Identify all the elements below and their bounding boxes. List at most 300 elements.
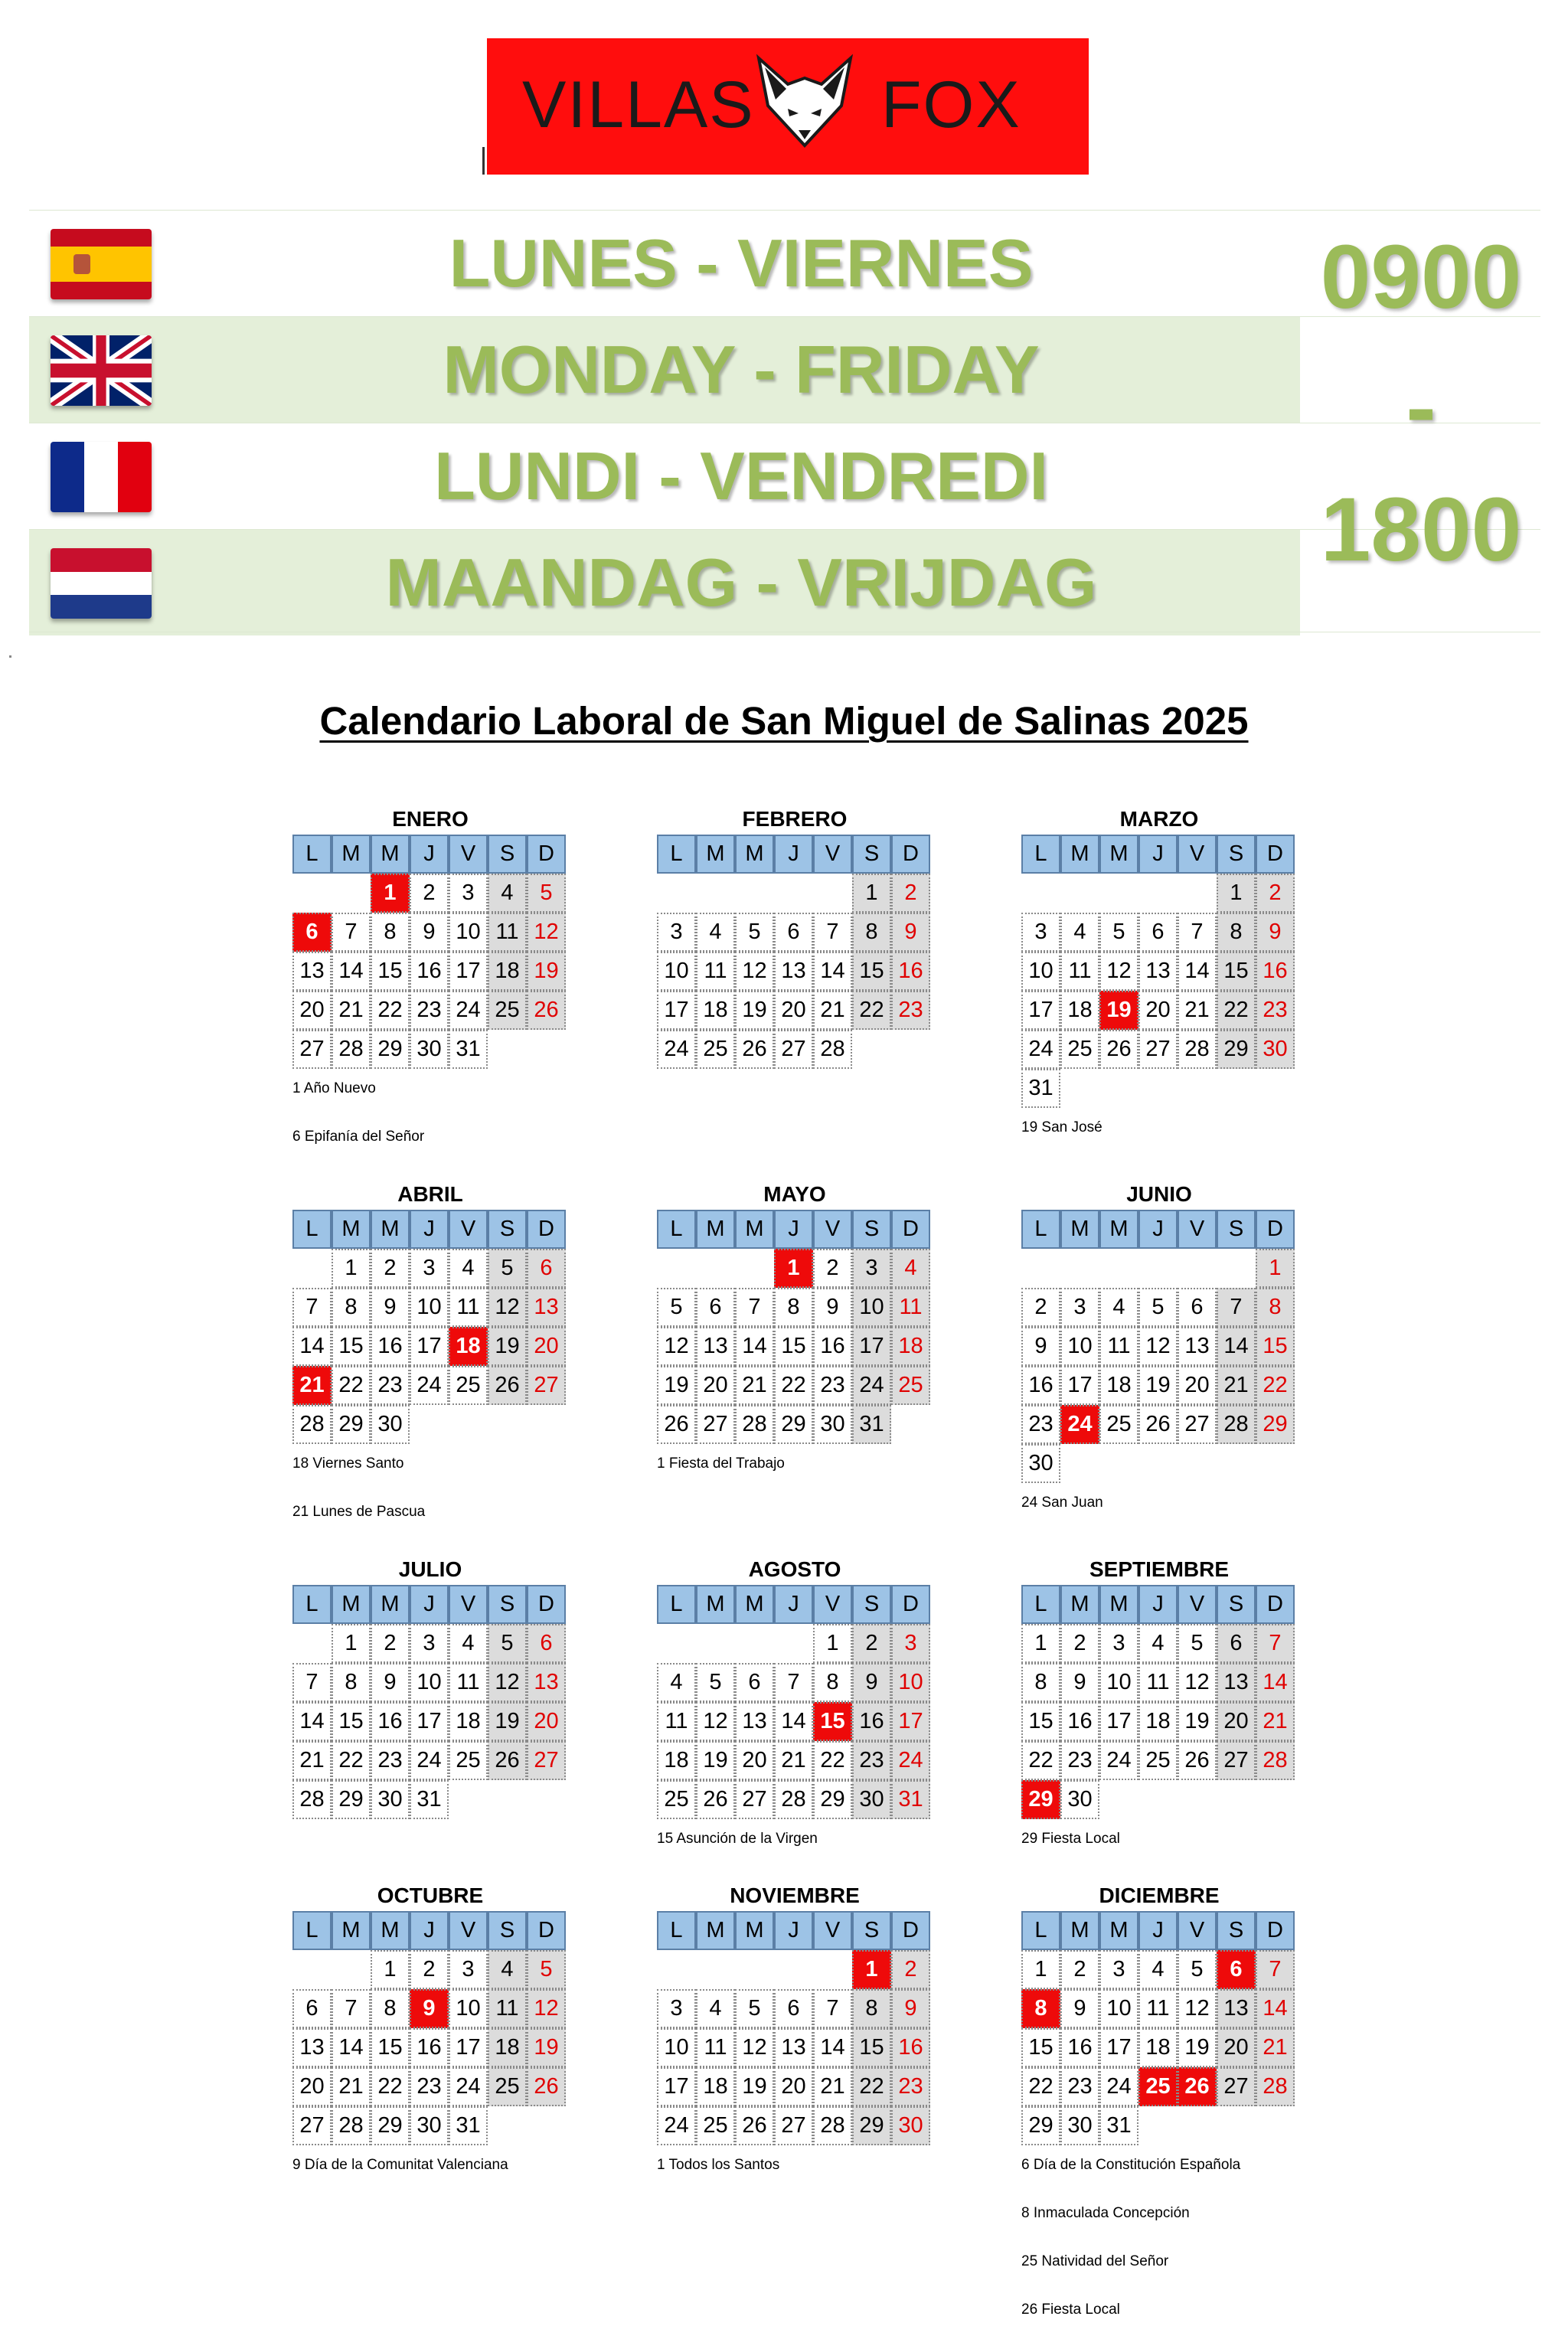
month-grid bbox=[657, 835, 933, 1069]
day-cell: 2 bbox=[1021, 1288, 1060, 1327]
day-cell: 1 bbox=[1256, 1249, 1295, 1288]
month-enero bbox=[292, 804, 568, 1176]
holiday-note: 1 Todos los Santos bbox=[657, 2157, 780, 2173]
holiday-day-cell: 8 bbox=[1021, 1989, 1060, 2028]
empty-cell bbox=[1178, 1249, 1217, 1288]
day-cell: 25 bbox=[891, 1366, 930, 1405]
day-cell: 12 bbox=[696, 1702, 735, 1741]
day-cell: 17 bbox=[449, 952, 488, 991]
weekday-header: D bbox=[527, 1210, 566, 1249]
text-cursor-mark bbox=[482, 147, 485, 175]
day-cell: 7 bbox=[292, 1288, 332, 1327]
weekday-header: J bbox=[410, 835, 449, 874]
day-cell: 21 bbox=[332, 2067, 371, 2106]
empty-cell bbox=[1021, 1249, 1060, 1288]
empty-cell bbox=[774, 1950, 813, 1989]
day-cell: 29 bbox=[1256, 1405, 1295, 1444]
closing-time: 1800 bbox=[1320, 479, 1522, 580]
day-cell: 4 bbox=[1138, 1624, 1178, 1663]
weekday-header: S bbox=[852, 835, 891, 874]
day-cell: 10 bbox=[449, 1989, 488, 2028]
day-cell: 31 bbox=[449, 2106, 488, 2145]
weekday-header: D bbox=[891, 1911, 930, 1950]
day-cell: 31 bbox=[449, 1030, 488, 1069]
empty-cell bbox=[1099, 1249, 1138, 1288]
day-cell: 27 bbox=[527, 1741, 566, 1780]
day-cell: 18 bbox=[696, 991, 735, 1030]
day-cell: 4 bbox=[488, 1950, 527, 1989]
day-cell: 16 bbox=[891, 2028, 930, 2067]
weekday-header: S bbox=[488, 1210, 527, 1249]
month-name: JUNIO bbox=[1126, 1182, 1192, 1206]
opening-time: 0900 bbox=[1320, 227, 1522, 328]
day-cell: 24 bbox=[657, 2106, 696, 2145]
day-cell: 2 bbox=[891, 1950, 930, 1989]
day-cell: 2 bbox=[1060, 1950, 1099, 1989]
day-cell: 26 bbox=[696, 1780, 735, 1819]
day-cell: 23 bbox=[371, 1741, 410, 1780]
day-cell: 14 bbox=[1256, 1663, 1295, 1702]
weekday-header: S bbox=[488, 1585, 527, 1624]
day-cell: 5 bbox=[488, 1249, 527, 1288]
day-cell: 11 bbox=[449, 1663, 488, 1702]
day-cell: 2 bbox=[371, 1624, 410, 1663]
day-cell: 25 bbox=[1099, 1405, 1138, 1444]
day-cell: 11 bbox=[1138, 1989, 1178, 2028]
day-cell: 9 bbox=[1256, 913, 1295, 952]
day-cell: 18 bbox=[891, 1327, 930, 1366]
empty-cell bbox=[657, 1950, 696, 1989]
day-cell: 16 bbox=[1060, 2028, 1099, 2067]
day-cell: 28 bbox=[1256, 2067, 1295, 2106]
month-agosto bbox=[657, 1554, 933, 1878]
holiday-note: 24 San Juan bbox=[1021, 1495, 1103, 1511]
day-cell: 26 bbox=[488, 1366, 527, 1405]
day-cell: 13 bbox=[1217, 1663, 1256, 1702]
day-cell: 3 bbox=[449, 874, 488, 913]
day-cell: 15 bbox=[371, 2028, 410, 2067]
day-cell: 23 bbox=[371, 1366, 410, 1405]
holiday-note: 1 Fiesta del Trabajo bbox=[657, 1455, 785, 1472]
day-cell: 8 bbox=[371, 1989, 410, 2028]
weekday-header: D bbox=[1256, 1585, 1295, 1624]
day-cell: 18 bbox=[657, 1741, 696, 1780]
day-cell: 1 bbox=[371, 1950, 410, 1989]
day-cell: 22 bbox=[852, 991, 891, 1030]
holiday-note: 15 Asunción de la Virgen bbox=[657, 1831, 818, 1847]
day-cell: 19 bbox=[1138, 1366, 1178, 1405]
weekday-header: M bbox=[1099, 835, 1138, 874]
day-cell: 9 bbox=[371, 1288, 410, 1327]
holiday-notes bbox=[1021, 1119, 1297, 1167]
day-cell: 20 bbox=[292, 2067, 332, 2106]
day-cell: 19 bbox=[527, 952, 566, 991]
day-cell: 5 bbox=[657, 1288, 696, 1327]
day-cell: 21 bbox=[813, 2067, 852, 2106]
day-cell: 14 bbox=[292, 1702, 332, 1741]
day-cell: 15 bbox=[852, 952, 891, 991]
day-cell: 29 bbox=[332, 1780, 371, 1819]
day-cell: 22 bbox=[852, 2067, 891, 2106]
day-cell: 10 bbox=[1060, 1327, 1099, 1366]
day-cell: 7 bbox=[292, 1663, 332, 1702]
month-grid bbox=[292, 1585, 568, 1819]
weekday-header: L bbox=[1021, 1911, 1060, 1950]
day-cell: 15 bbox=[1021, 1702, 1060, 1741]
weekday-header: M bbox=[1099, 1585, 1138, 1624]
day-cell: 20 bbox=[696, 1366, 735, 1405]
day-cell: 28 bbox=[1256, 1741, 1295, 1780]
month-name: JULIO bbox=[398, 1557, 462, 1581]
weekday-header: S bbox=[1217, 1210, 1256, 1249]
weekday-header: V bbox=[813, 1585, 852, 1624]
day-cell: 2 bbox=[1256, 874, 1295, 913]
holiday-notes bbox=[1021, 1830, 1297, 1878]
day-cell: 17 bbox=[1099, 1702, 1138, 1741]
weekday-header: M bbox=[1060, 835, 1099, 874]
weekday-header: V bbox=[449, 1911, 488, 1950]
day-cell: 10 bbox=[410, 1288, 449, 1327]
day-cell: 20 bbox=[1138, 991, 1178, 1030]
weekday-header: M bbox=[696, 1911, 735, 1950]
day-cell: 8 bbox=[813, 1663, 852, 1702]
day-cell: 25 bbox=[488, 991, 527, 1030]
day-cell: 20 bbox=[774, 991, 813, 1030]
weekday-header: S bbox=[852, 1210, 891, 1249]
day-cell: 11 bbox=[891, 1288, 930, 1327]
day-cell: 21 bbox=[1178, 991, 1217, 1030]
weekday-header: J bbox=[774, 835, 813, 874]
days-es: LUNES - VIERNES bbox=[449, 225, 1034, 301]
day-cell: 30 bbox=[1060, 1780, 1099, 1819]
weekday-header: S bbox=[1217, 835, 1256, 874]
weekday-header: J bbox=[410, 1585, 449, 1624]
day-cell: 29 bbox=[774, 1405, 813, 1444]
day-cell: 30 bbox=[410, 1030, 449, 1069]
day-cell: 26 bbox=[488, 1741, 527, 1780]
empty-cell bbox=[1021, 874, 1060, 913]
day-cell: 10 bbox=[449, 913, 488, 952]
day-cell: 16 bbox=[813, 1327, 852, 1366]
weekday-header: L bbox=[657, 835, 696, 874]
day-cell: 19 bbox=[1178, 1702, 1217, 1741]
day-cell: 17 bbox=[657, 991, 696, 1030]
month-name: MAYO bbox=[763, 1182, 826, 1206]
weekday-header: L bbox=[657, 1911, 696, 1950]
empty-cell bbox=[1138, 874, 1178, 913]
weekday-header: M bbox=[1099, 1210, 1138, 1249]
day-cell: 15 bbox=[332, 1327, 371, 1366]
weekday-header: L bbox=[292, 835, 332, 874]
day-cell: 3 bbox=[1099, 1950, 1138, 1989]
day-cell: 7 bbox=[1178, 913, 1217, 952]
empty-cell bbox=[696, 874, 735, 913]
day-cell: 9 bbox=[1060, 1989, 1099, 2028]
weekday-header: D bbox=[1256, 1911, 1295, 1950]
month-grid bbox=[1021, 1585, 1297, 1819]
day-cell: 19 bbox=[696, 1741, 735, 1780]
weekday-header: D bbox=[527, 1911, 566, 1950]
day-cell: 12 bbox=[1099, 952, 1138, 991]
month-grid bbox=[292, 1911, 568, 2145]
month-grid bbox=[1021, 835, 1297, 1108]
day-cell: 12 bbox=[488, 1288, 527, 1327]
day-cell: 27 bbox=[1217, 2067, 1256, 2106]
hours-row-nl bbox=[29, 530, 1300, 635]
month-name: DICIEMBRE bbox=[1099, 1883, 1220, 1907]
day-cell: 4 bbox=[696, 1989, 735, 2028]
holiday-notes bbox=[657, 1830, 933, 1878]
day-cell: 27 bbox=[527, 1366, 566, 1405]
month-grid bbox=[1021, 1911, 1297, 2145]
holiday-day-cell: 1 bbox=[371, 874, 410, 913]
day-cell: 2 bbox=[371, 1249, 410, 1288]
day-cell: 10 bbox=[1021, 952, 1060, 991]
weekday-header: S bbox=[1217, 1911, 1256, 1950]
holiday-day-cell: 6 bbox=[1217, 1950, 1256, 1989]
day-cell: 23 bbox=[410, 991, 449, 1030]
day-cell: 6 bbox=[527, 1624, 566, 1663]
day-cell: 1 bbox=[1021, 1624, 1060, 1663]
empty-cell bbox=[774, 1624, 813, 1663]
day-cell: 18 bbox=[449, 1702, 488, 1741]
day-cell: 21 bbox=[292, 1741, 332, 1780]
day-cell: 25 bbox=[449, 1741, 488, 1780]
weekday-header: J bbox=[774, 1585, 813, 1624]
day-cell: 13 bbox=[1138, 952, 1178, 991]
day-cell: 5 bbox=[696, 1663, 735, 1702]
day-cell: 28 bbox=[332, 2106, 371, 2145]
day-cell: 28 bbox=[1217, 1405, 1256, 1444]
weekday-header: M bbox=[735, 1911, 774, 1950]
day-cell: 29 bbox=[371, 2106, 410, 2145]
day-cell: 3 bbox=[1099, 1624, 1138, 1663]
weekday-header: V bbox=[1178, 1585, 1217, 1624]
month-name: FEBRERO bbox=[742, 807, 848, 831]
day-cell: 30 bbox=[891, 2106, 930, 2145]
weekday-header: V bbox=[813, 835, 852, 874]
day-cell: 23 bbox=[891, 991, 930, 1030]
day-cell: 18 bbox=[1138, 2028, 1178, 2067]
empty-cell bbox=[735, 1950, 774, 1989]
month-diciembre bbox=[1021, 1880, 1297, 2349]
day-cell: 13 bbox=[292, 952, 332, 991]
month-febrero bbox=[657, 804, 933, 1080]
day-cell: 18 bbox=[1099, 1366, 1138, 1405]
day-cell: 14 bbox=[332, 2028, 371, 2067]
month-grid bbox=[657, 1911, 933, 2145]
day-cell: 21 bbox=[1256, 2028, 1295, 2067]
weekday-header: J bbox=[410, 1210, 449, 1249]
day-cell: 16 bbox=[1256, 952, 1295, 991]
empty-cell bbox=[774, 874, 813, 913]
day-cell: 20 bbox=[527, 1702, 566, 1741]
day-cell: 23 bbox=[1060, 2067, 1099, 2106]
hours-row-en bbox=[29, 317, 1300, 423]
day-cell: 18 bbox=[1138, 1702, 1178, 1741]
day-cell: 9 bbox=[1060, 1663, 1099, 1702]
day-cell: 9 bbox=[852, 1663, 891, 1702]
day-cell: 17 bbox=[1060, 1366, 1099, 1405]
day-cell: 14 bbox=[1217, 1327, 1256, 1366]
day-cell: 27 bbox=[1217, 1741, 1256, 1780]
month-grid bbox=[657, 1210, 933, 1444]
empty-cell bbox=[292, 1249, 332, 1288]
month-marzo bbox=[1021, 804, 1297, 1167]
day-cell: 10 bbox=[891, 1663, 930, 1702]
day-cell: 30 bbox=[1021, 1444, 1060, 1483]
netherlands-flag-icon bbox=[51, 548, 152, 619]
day-cell: 11 bbox=[657, 1702, 696, 1741]
weekday-header: M bbox=[371, 1911, 410, 1950]
weekday-header: M bbox=[696, 835, 735, 874]
weekday-header: D bbox=[527, 1585, 566, 1624]
day-cell: 24 bbox=[891, 1741, 930, 1780]
day-cell: 30 bbox=[371, 1780, 410, 1819]
day-cell: 30 bbox=[1256, 1030, 1295, 1069]
day-cell: 7 bbox=[1217, 1288, 1256, 1327]
month-name: SEPTIEMBRE bbox=[1089, 1557, 1230, 1581]
day-cell: 26 bbox=[735, 2106, 774, 2145]
day-cell: 4 bbox=[449, 1624, 488, 1663]
opening-hours-table bbox=[29, 210, 1540, 632]
weekday-header: L bbox=[292, 1911, 332, 1950]
day-cell: 3 bbox=[657, 1989, 696, 2028]
weekday-header: M bbox=[1060, 1585, 1099, 1624]
day-cell: 8 bbox=[774, 1288, 813, 1327]
day-cell: 23 bbox=[1256, 991, 1295, 1030]
day-cell: 3 bbox=[1060, 1288, 1099, 1327]
day-cell: 5 bbox=[527, 874, 566, 913]
day-cell: 3 bbox=[1021, 913, 1060, 952]
weekday-header: M bbox=[371, 1585, 410, 1624]
weekday-header: M bbox=[696, 1585, 735, 1624]
spain-flag-icon bbox=[51, 229, 152, 299]
day-cell: 24 bbox=[410, 1366, 449, 1405]
day-cell: 29 bbox=[852, 2106, 891, 2145]
holiday-day-cell: 21 bbox=[292, 1366, 332, 1405]
day-cell: 11 bbox=[696, 2028, 735, 2067]
day-cell: 12 bbox=[1178, 1989, 1217, 2028]
weekday-header: J bbox=[1138, 1210, 1178, 1249]
day-cell: 31 bbox=[1099, 2106, 1138, 2145]
month-julio bbox=[292, 1554, 568, 1830]
day-cell: 28 bbox=[292, 1780, 332, 1819]
holiday-day-cell: 1 bbox=[774, 1249, 813, 1288]
day-cell: 20 bbox=[527, 1327, 566, 1366]
calendar-title bbox=[0, 698, 1568, 743]
weekday-header: D bbox=[891, 1585, 930, 1624]
day-cell: 27 bbox=[696, 1405, 735, 1444]
holiday-day-cell: 15 bbox=[813, 1702, 852, 1741]
empty-cell bbox=[292, 1950, 332, 1989]
days-en: MONDAY - FRIDAY bbox=[443, 332, 1040, 407]
day-cell: 22 bbox=[332, 1741, 371, 1780]
day-cell: 10 bbox=[1099, 1663, 1138, 1702]
holiday-day-cell: 29 bbox=[1021, 1780, 1060, 1819]
day-cell: 23 bbox=[1021, 1405, 1060, 1444]
month-abril bbox=[292, 1179, 568, 1551]
day-cell: 14 bbox=[292, 1327, 332, 1366]
day-cell: 11 bbox=[1138, 1663, 1178, 1702]
day-cell: 25 bbox=[1138, 1741, 1178, 1780]
day-cell: 27 bbox=[292, 1030, 332, 1069]
holiday-notes bbox=[657, 1455, 933, 1503]
day-cell: 17 bbox=[449, 2028, 488, 2067]
month-grid bbox=[292, 835, 568, 1069]
day-cell: 25 bbox=[696, 2106, 735, 2145]
holiday-day-cell: 24 bbox=[1060, 1405, 1099, 1444]
day-cell: 30 bbox=[852, 1780, 891, 1819]
empty-cell bbox=[332, 874, 371, 913]
empty-cell bbox=[735, 1624, 774, 1663]
day-cell: 30 bbox=[813, 1405, 852, 1444]
day-cell: 19 bbox=[488, 1702, 527, 1741]
day-cell: 3 bbox=[891, 1624, 930, 1663]
month-noviembre bbox=[657, 1880, 933, 2204]
day-cell: 17 bbox=[657, 2067, 696, 2106]
empty-cell bbox=[696, 1950, 735, 1989]
day-cell: 29 bbox=[371, 1030, 410, 1069]
weekday-header: S bbox=[1217, 1585, 1256, 1624]
day-cell: 5 bbox=[1178, 1950, 1217, 1989]
empty-cell bbox=[292, 874, 332, 913]
day-cell: 2 bbox=[1060, 1624, 1099, 1663]
day-cell: 2 bbox=[410, 1950, 449, 1989]
day-cell: 26 bbox=[657, 1405, 696, 1444]
holiday-note: 26 Fiesta Local bbox=[1021, 2302, 1120, 2318]
days-nl: MAANDAG - VRIJDAG bbox=[385, 544, 1097, 620]
day-cell: 28 bbox=[292, 1405, 332, 1444]
day-cell: 31 bbox=[410, 1780, 449, 1819]
holiday-day-cell: 9 bbox=[410, 1989, 449, 2028]
weekday-header: L bbox=[657, 1210, 696, 1249]
hours-row-fr bbox=[29, 423, 1300, 529]
day-cell: 21 bbox=[332, 991, 371, 1030]
holiday-notes bbox=[292, 2156, 568, 2204]
uk-flag-icon bbox=[51, 335, 152, 406]
day-cell: 20 bbox=[1217, 2028, 1256, 2067]
day-cell: 12 bbox=[1138, 1327, 1178, 1366]
day-cell: 4 bbox=[449, 1249, 488, 1288]
day-cell: 11 bbox=[449, 1288, 488, 1327]
day-cell: 18 bbox=[1060, 991, 1099, 1030]
day-cell: 28 bbox=[735, 1405, 774, 1444]
day-cell: 14 bbox=[1256, 1989, 1295, 2028]
weekday-header: V bbox=[813, 1210, 852, 1249]
day-cell: 7 bbox=[813, 1989, 852, 2028]
month-name: NOVIEMBRE bbox=[730, 1883, 860, 1907]
holiday-notes bbox=[292, 1455, 568, 1551]
day-cell: 28 bbox=[774, 1780, 813, 1819]
empty-cell bbox=[813, 1950, 852, 1989]
day-cell: 24 bbox=[1099, 2067, 1138, 2106]
day-cell: 9 bbox=[410, 913, 449, 952]
day-cell: 12 bbox=[527, 1989, 566, 2028]
day-cell: 27 bbox=[774, 1030, 813, 1069]
day-cell: 13 bbox=[527, 1288, 566, 1327]
day-cell: 16 bbox=[891, 952, 930, 991]
weekday-header: V bbox=[1178, 1210, 1217, 1249]
day-cell: 12 bbox=[1178, 1663, 1217, 1702]
holiday-notes bbox=[657, 2156, 933, 2204]
month-grid bbox=[657, 1585, 933, 1819]
weekday-header: V bbox=[449, 835, 488, 874]
day-cell: 10 bbox=[852, 1288, 891, 1327]
day-cell: 23 bbox=[410, 2067, 449, 2106]
day-cell: 17 bbox=[1021, 991, 1060, 1030]
day-cell: 27 bbox=[1178, 1405, 1217, 1444]
